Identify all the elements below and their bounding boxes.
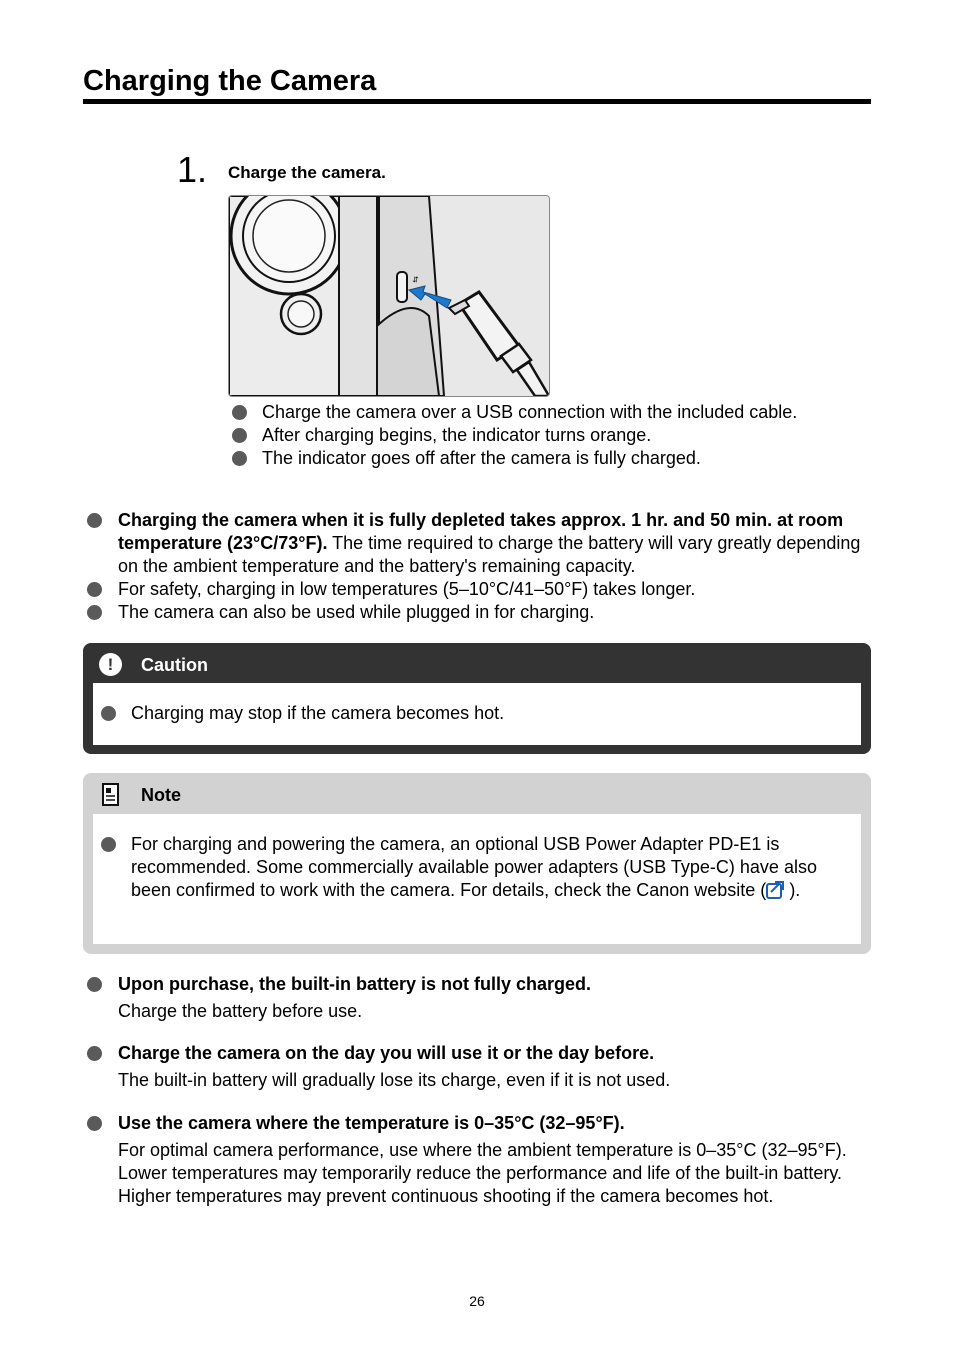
list-item <box>86 1042 876 1092</box>
tip-heading: Charge the camera on the day you will use it or the day before. <box>118 1043 655 1063</box>
external-link-icon[interactable] <box>766 881 784 899</box>
page-number: 26 <box>469 1293 485 1309</box>
bullet-icon <box>87 1116 102 1131</box>
bullet-icon <box>87 513 102 528</box>
list-item: Charging may stop if the camera becomes hot. <box>100 702 850 725</box>
main-bullet-list <box>86 509 876 624</box>
bullet-icon <box>101 706 116 721</box>
list-item: The camera can also be used while plugged in for charging. <box>86 601 876 624</box>
list-item: Charging the camera when it is fully depleted takes approx. 1 hr. and 50 min. at room temperature (23°C/73°F). The time required to charge the battery will vary greatly depending on the ambient temperature and the battery's remaining capacity. <box>86 509 876 578</box>
step-bullet-list <box>230 401 850 470</box>
caution-list <box>100 702 850 725</box>
note-list <box>100 833 850 902</box>
bullet-icon <box>232 451 247 466</box>
bold-text: Charging the camera when it is fully depleted takes approx. 1 hr. and 50 min. at room temperature (23°C/73°F). <box>118 510 844 553</box>
caution-heading: Caution <box>141 655 208 675</box>
caution-icon: ! <box>99 653 122 676</box>
svg-text:⇆: ⇆ <box>411 276 420 283</box>
list-item: Charge the camera over a USB connection with the included cable. <box>230 401 850 424</box>
step-label: Charge the camera. <box>228 163 386 182</box>
tip-heading: Upon purchase, the built-in battery is not fully charged. <box>118 974 592 994</box>
bullet-icon <box>232 405 247 420</box>
tip-list <box>86 1042 876 1092</box>
bullet-icon <box>87 1046 102 1061</box>
bullet-icon <box>87 605 102 620</box>
note-heading: Note <box>141 785 181 805</box>
camera-usb-charging-illustration <box>228 195 550 397</box>
page-title: Charging the Camera <box>83 65 377 97</box>
tip-list <box>86 973 876 1023</box>
title-rule <box>83 99 871 104</box>
bullet-icon <box>87 977 102 992</box>
tip-list <box>86 1112 876 1208</box>
bullet-icon <box>87 582 102 597</box>
tip-body: Charge the battery before use. <box>118 1001 363 1021</box>
tip-heading: Use the camera where the temperature is 0–35°C (32–95°F). <box>118 1113 625 1133</box>
list-item: For safety, charging in low temperatures (5–10°C/41–50°F) takes longer. <box>86 578 876 601</box>
bullet-icon <box>101 837 116 852</box>
bullet-icon <box>232 428 247 443</box>
tip-body: For optimal camera performance, use where the ambient temperature is 0–35°C (32–95°F). Lower temperatures may temporarily reduce the performance and life of the built-in battery. Higher temperatures may prevent continuous shooting if the camera becomes hot. <box>118 1140 847 1206</box>
note-icon <box>101 783 121 807</box>
list-item: The indicator goes off after the camera is fully charged. <box>230 447 850 470</box>
list-item <box>86 973 876 1023</box>
list-item: After charging begins, the indicator turns orange. <box>230 424 850 447</box>
step-number: 1. <box>177 149 208 190</box>
list-item <box>86 1112 876 1208</box>
list-item: For charging and powering the camera, an optional USB Power Adapter PD-E1 is recommended. Some commercially available power adapters (USB Type-C) have also been confirmed to work with the camera. For details, check the Canon website ( ). <box>100 833 850 902</box>
tip-body: The built-in battery will gradually lose its charge, even if it is not used. <box>118 1070 671 1090</box>
